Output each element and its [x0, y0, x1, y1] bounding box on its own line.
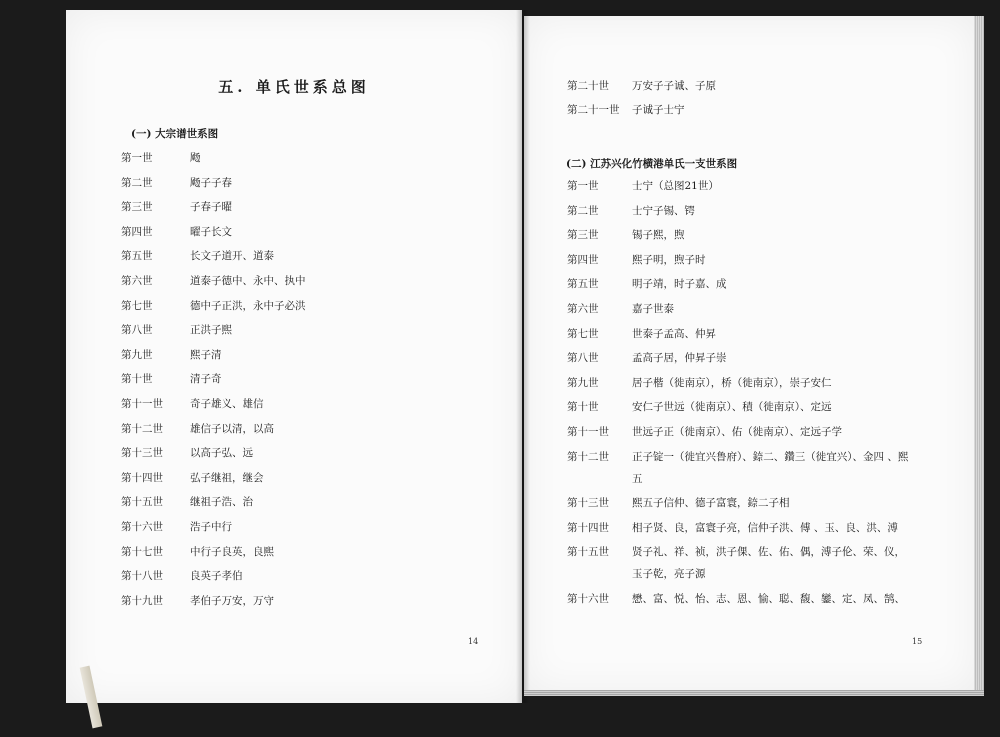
descendant-text: 士宁子锡、锷 [632, 204, 695, 217]
descendant-text: 长文子道开、道泰 [190, 250, 274, 263]
lineage-row [121, 151, 521, 165]
descendant-text: 相子贤、良，富寰子亮，信仲子洪、傅 、玉、良、洪、溥 [632, 521, 898, 534]
generation-label: 第五世 [567, 278, 599, 291]
descendant-text: 良英子孝伯 [190, 570, 243, 583]
generation-label: 第十七世 [121, 545, 163, 558]
lineage-row [567, 450, 967, 485]
generation-label: 第十八世 [121, 570, 163, 583]
descendant-text: 子诚子士宁 [632, 104, 685, 116]
book-gutter [516, 10, 530, 703]
generation-label: 第九世 [567, 376, 599, 389]
lineage-row [567, 228, 967, 242]
page-title: 五. 单氏世系总图 [218, 78, 370, 96]
lineage-row [567, 521, 967, 535]
lineage-row [567, 351, 967, 365]
generation-label: 第十六世 [567, 593, 609, 605]
descendant-text: 嘉子世泰 [632, 303, 674, 315]
descendant-text: 世泰子孟高、仲昇 [632, 327, 716, 340]
section-title-2: (二) 江苏兴化竹横港单氏一支世系图 [566, 158, 738, 170]
lineage-row [121, 520, 521, 534]
descendant-text: 浩子中行 [190, 521, 232, 533]
right-page [524, 16, 976, 692]
lineage-row [121, 348, 521, 362]
lineage-row [567, 204, 967, 218]
descendant-text-continued: 玉子乾，亮子源 [632, 568, 706, 581]
descendant-text: 锡子熙，煦 [632, 229, 685, 242]
lineage-row [567, 327, 967, 341]
lineage-row [121, 422, 521, 436]
descendant-text: 熙子明，煦子时 [632, 253, 706, 266]
lineage-row [567, 496, 967, 510]
generation-label: 第二世 [121, 176, 153, 189]
descendant-text: 继祖子浩、治 [190, 496, 253, 509]
lineage-row [121, 495, 521, 509]
generation-label: 第十三世 [121, 447, 163, 460]
generation-label: 第十四世 [567, 521, 609, 534]
generation-label: 第三世 [567, 229, 599, 242]
descendant-text: 以高子弘、远 [190, 447, 253, 460]
lineage-row [567, 79, 967, 93]
generation-label: 第七世 [567, 327, 599, 340]
page-number-right: 15 [912, 637, 923, 646]
generation-label: 第二十一世 [567, 104, 620, 116]
generation-label: 第十一世 [121, 398, 163, 410]
generation-label: 第八世 [567, 352, 599, 365]
lineage-row [121, 200, 521, 214]
generation-label: 第十世 [567, 401, 599, 414]
lineage-row [121, 372, 521, 386]
page-stack-bottom [524, 690, 984, 696]
lineage-row [121, 471, 521, 485]
lineage-row [567, 103, 967, 117]
lineage-row [121, 397, 521, 411]
descendant-text: 德中子正洪，永中子必洪 [190, 299, 306, 312]
descendant-text-continued: 五 [632, 472, 643, 485]
section-title-1: (一) 大宗谱世系图 [131, 128, 219, 140]
lineage-row [121, 323, 521, 337]
lineage-row [567, 592, 967, 606]
generation-label: 第十四世 [121, 471, 163, 484]
descendant-text: 清子奇 [190, 373, 222, 386]
descendant-text: 孝伯子万安，万守 [190, 594, 274, 607]
generation-label: 第六世 [121, 275, 153, 287]
descendant-text: 雄信子以清，以高 [190, 422, 274, 435]
lineage-row [121, 225, 521, 239]
descendant-text: 飏 [190, 152, 201, 164]
left-page [66, 10, 522, 703]
generation-label: 第三世 [121, 201, 153, 214]
page-number-left: 14 [468, 637, 479, 646]
generation-label: 第十五世 [121, 496, 163, 509]
lineage-row [567, 376, 967, 390]
lineage-row [121, 176, 521, 190]
descendant-text: 中行子良英，良熙 [190, 545, 274, 558]
generation-label: 第二十世 [567, 80, 609, 92]
descendant-text: 子春子曜 [190, 201, 232, 214]
lineage-row [567, 277, 967, 291]
lineage-row [567, 425, 967, 439]
generation-label: 第十二世 [121, 422, 163, 435]
page-stack-edge [974, 16, 984, 692]
generation-label: 第十五世 [567, 546, 609, 559]
descendant-text: 安仁子世远（徙南京）、積（徙南京）、定远 [632, 401, 832, 414]
generation-label: 第七世 [121, 299, 153, 312]
descendant-text: 世远子正（徙南京）、佑（徙南京）、定远子学 [632, 426, 842, 438]
descendant-text: 飏子子春 [190, 176, 232, 189]
generation-label: 第四世 [121, 225, 153, 238]
lineage-row [121, 545, 521, 559]
generation-label: 第十一世 [567, 426, 609, 438]
lineage-row [121, 569, 521, 583]
descendant-text: 正洪子熙 [190, 324, 232, 337]
generation-label: 第十三世 [567, 497, 609, 510]
generation-label: 第一世 [121, 152, 153, 164]
descendant-text: 正子锭一（徙宜兴鲁府）、錼二、鑽三（徙宜兴）、金四 、熙 [632, 450, 909, 463]
generation-label: 第八世 [121, 324, 153, 337]
descendant-text: 道泰子德中、永中、执中 [190, 275, 306, 287]
generation-label: 第十六世 [121, 521, 163, 533]
lineage-row [567, 179, 967, 193]
generation-label: 第五世 [121, 250, 153, 263]
generation-label: 第十九世 [121, 594, 163, 607]
descendant-text: 熙子清 [190, 348, 222, 361]
descendant-text: 熙五子信仲、德子富寰，錼二子相 [632, 497, 790, 510]
generation-label: 第二世 [567, 204, 599, 217]
descendant-text: 奇子雄义、雄信 [190, 398, 264, 410]
descendant-text: 居子楷（徙南京），桥（徙南京），崇子安仁 [632, 376, 832, 389]
generation-label: 第十世 [121, 373, 153, 386]
lineage-row [121, 249, 521, 263]
descendant-text: 明子靖，时子嘉、成 [632, 278, 727, 291]
generation-label: 第六世 [567, 303, 599, 315]
lineage-row [567, 302, 967, 316]
descendant-text: 贤子礼、祥、祯，洪子倮、佐、佑、偶，溥子伦、荣、仪， [632, 546, 905, 559]
generation-label: 第四世 [567, 253, 599, 266]
lineage-row [121, 594, 521, 608]
descendant-text: 弘子继祖，继会 [190, 471, 264, 484]
generation-label: 第九世 [121, 348, 153, 361]
descendant-text: 万安子子诚、子原 [632, 80, 716, 92]
lineage-row [567, 253, 967, 267]
descendant-text: 懋、富、悦、怡、志、恩、愉、聪、馥、鑾、定、凤、鹄、 [632, 593, 905, 605]
lineage-row [567, 400, 967, 414]
lineage-row [121, 446, 521, 460]
descendant-text: 曜子长文 [190, 225, 232, 238]
generation-label: 第一世 [567, 180, 599, 192]
lineage-row [121, 299, 521, 313]
generation-label: 第十二世 [567, 450, 609, 463]
descendant-text: 孟高子居，仲昇子崇 [632, 352, 727, 365]
lineage-row [567, 545, 967, 581]
lineage-row [121, 274, 521, 288]
descendant-text: 士宁（总图21世） [632, 180, 719, 192]
